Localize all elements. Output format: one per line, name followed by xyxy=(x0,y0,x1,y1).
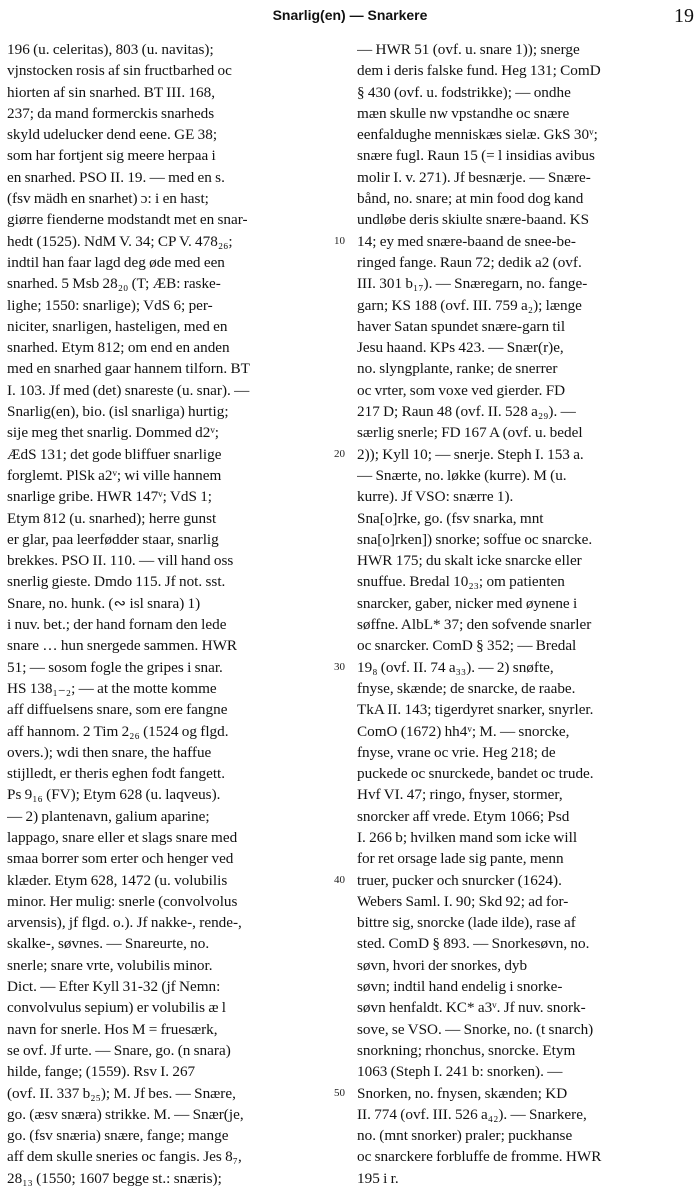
text-line: i nuv. bet.; der hand fornam den lede xyxy=(7,616,227,634)
text-line: søffne. AlbL* 37; den sofvende snarler xyxy=(357,616,592,634)
text-line: snerle; snare vrte, volubilis minor. xyxy=(7,956,213,974)
text-line: snorkning; rhonchus, snorcke. Etym xyxy=(357,1041,576,1059)
text-line: snuffue. Bredal 10₂₃; om patienten xyxy=(357,573,565,591)
text-line: brekkes. PSO II. 110. — vill hand oss xyxy=(7,552,234,570)
text-line: molir I. v. 271). Jf besnærje. — Snære- xyxy=(357,168,591,186)
text-line: snarlige gribe. HWR 147ᵛ; VdS 1; xyxy=(7,488,213,506)
text-line: truer, pucker och snurcker (1624). xyxy=(357,871,562,889)
text-line: se ovf. Jf urte. — Snare, go. (n snara) xyxy=(7,1041,231,1059)
text-line: (fsv mädh en snarhet) ɔ: i en hast; xyxy=(7,190,209,208)
text-line: II. 774 (ovf. III. 526 a₄₂). — Snarkere, xyxy=(357,1105,587,1123)
text-line: garn; KS 188 (ovf. III. 759 a₂); længe xyxy=(357,296,582,314)
text-line: aff diffuelsens snare, som ere fangne xyxy=(7,701,228,719)
text-line: — HWR 51 (ovf. u. snare 1)); snerge xyxy=(357,41,580,58)
text-line: hedt (1525). NdM V. 34; CP V. 478₂₆; xyxy=(7,232,233,250)
text-line: snære fugl. Raun 15 (= l insidias avibus xyxy=(357,147,595,165)
text-line: aff dem skulle sneries oc fangis. Jes 8₇, xyxy=(7,1148,242,1166)
text-line: undløbe deris skiulte snære-baand. KS xyxy=(357,211,590,229)
text-line: søvn, hvori der snorkes, dyb xyxy=(357,956,528,974)
text-line: HWR 175; du skalt icke snarcke eller xyxy=(357,552,582,570)
text-line: oc snarcker. ComD § 352; — Bredal xyxy=(357,637,577,655)
text-line: 19₈ (ovf. II. 74 a₃₃). — 2) snøfte, xyxy=(357,658,554,676)
text-line: for ret orsage lade sig pante, menn xyxy=(357,850,564,868)
page-header xyxy=(0,5,700,31)
text-line: (ovf. II. 337 b₂₅); M. Jf bes. — Snære, xyxy=(7,1084,236,1102)
text-line: sted. ComD § 893. — Snorkesøvn, no. xyxy=(357,935,590,953)
text-line: 237; da mand formerckis snarheds xyxy=(7,104,215,122)
text-line: dem i deris falske fund. Heg 131; ComD xyxy=(357,62,601,80)
text-line: I. 103. Jf med (det) snareste (u. snar). — xyxy=(7,381,250,399)
margin-line-number: 30 xyxy=(334,660,345,673)
margin-line-number: 40 xyxy=(334,873,345,886)
text-line: puckede oc snurckede, bandet oc trude. xyxy=(357,765,594,783)
text-line: sove, se VSO. — Snorke, no. (t snarch) xyxy=(357,1020,594,1038)
text-line: klæder. Etym 628, 1472 (u. volubilis xyxy=(7,871,228,889)
text-line: III. 301 b₁₇). — Snæregarn, no. fange- xyxy=(357,275,588,293)
text-line: snare … hun snergede sammen. HWR xyxy=(7,637,238,655)
text-line: særlig snerle; FD 167 A (ovf. u. bedel xyxy=(357,424,583,442)
page-number: 19 xyxy=(674,5,694,27)
margin-line-number: 10 xyxy=(334,234,345,247)
text-line: 195 i r. xyxy=(357,1169,399,1187)
text-line: go. (fsv snæria) snære, fange; mange xyxy=(7,1127,229,1145)
text-line: 217 D; Raun 48 (ovf. II. 528 a₂₉). — xyxy=(357,403,576,421)
text-line: skyld udelucker dend eene. GE 38; xyxy=(7,126,218,144)
text-line: ComO (1672) hh4ᵛ; M. — snorcke, xyxy=(357,722,570,740)
text-line: 2)); Kyll 10; — snerje. Steph I. 153 a. xyxy=(357,445,584,463)
text-line: Snare, no. hunk. (∾ isl snara) 1) xyxy=(7,594,201,612)
text-line: Snarlig(en), bio. (isl snarliga) hurtig; xyxy=(7,403,229,421)
text-line: lighe; 1550: snarlige); VdS 6; per- xyxy=(7,296,213,314)
text-line: stijlledt, er theris eghen fodt fangett. xyxy=(7,765,226,783)
text-line: I. 266 b; hvilken mand som icke will xyxy=(357,828,578,846)
text-line: som har fortjent sig meere herpaa i xyxy=(7,147,216,165)
text-line: Etym 812 (u. snarhed); herre gunst xyxy=(7,509,217,527)
text-line: kurre). Jf VSO: snærre 1). xyxy=(357,488,514,506)
text-line: 51; — sosom fogle the gripes i snar. xyxy=(7,658,223,676)
text-line: sna[o]rken]) snorke; soffue oc snarcke. xyxy=(357,530,593,548)
text-line: en snarhed. PSO II. 19. — med en s. xyxy=(7,168,225,186)
text-line: snarcker, gaber, nicker med øynene i xyxy=(357,594,578,612)
text-line: fnyse, vrane oc vrie. Heg 218; de xyxy=(357,743,556,761)
text-line: — Snærte, no. løkke (kurre). M (u. xyxy=(357,466,567,484)
text-line: snerlig gieste. Dmdo 115. Jf not. sst. xyxy=(7,573,226,591)
text-line: med en snarhed gaar hannem tilforn. BT xyxy=(7,360,250,378)
text-line: 28₁₃ (1550; 1607 begge st.: snæris); xyxy=(7,1169,222,1187)
text-line: Dict. — Efter Kyll 31-32 (jf Nemn: xyxy=(7,978,221,996)
text-line: niciter, snarligen, hasteligen, med en xyxy=(7,317,228,335)
text-line: Ps 9₁₆ (FV); Etym 628 (u. laqveus). xyxy=(7,786,221,804)
text-line: mæn skulle nw vpstandhe oc snære xyxy=(357,104,570,122)
text-line: 196 (u. celeritas), 803 (u. navitas); xyxy=(7,41,214,58)
text-line: vjnstocken rosis af sin fructbarhed oc xyxy=(7,62,232,80)
running-title: Snarlig(en) — Snarkere xyxy=(272,7,428,23)
text-line: ringed fange. Raun 72; dedik a2 (ovf. xyxy=(357,253,582,271)
text-line: fnyse, skænde; de snarcke, de raabe. xyxy=(357,679,576,697)
text-line: oc snarckere forbluffe de fromme. HWR xyxy=(357,1148,602,1166)
margin-line-number: 20 xyxy=(334,447,345,460)
text-line: HS 138₁₋₂; — at the motte komme xyxy=(7,679,217,697)
text-line: navn for snerle. Hos M = fruesærk, xyxy=(7,1020,218,1038)
text-line: forglemt. PlSk a2ᵛ; wi ville hannem xyxy=(7,466,222,484)
text-line: Hvf VI. 47; ringo, fnyser, stormer, xyxy=(357,786,563,804)
text-line: 1063 (Steph I. 241 b: snorken). — xyxy=(357,1063,563,1081)
text-line: bånd, no. snare; at min food dog kand xyxy=(357,190,584,208)
text-line: minor. Her mulig: snerle (convolvolus xyxy=(7,892,238,910)
text-line: søvn; indtil hand endelig i snorke- xyxy=(357,978,563,996)
text-line: bittre sig, snorcke (lade ilde), rase af xyxy=(357,914,576,932)
text-line: § 430 (ovf. u. fodstrikke); — ondhe xyxy=(357,83,571,101)
text-line: 14; ey med snære-baand de snee-be- xyxy=(357,232,576,250)
text-line: lappago, snare eller et slags snare med xyxy=(7,828,238,846)
text-line: haver Satan spundet snære-garn til xyxy=(357,317,566,335)
text-line: go. (æsv snæra) strikke. M. — Snær(je, xyxy=(7,1105,244,1123)
text-line: søvn henfaldt. KC* a3ᵛ. Jf nuv. snork- xyxy=(357,999,586,1017)
text-line: skalke-, søvnes. — Snareurte, no. xyxy=(7,935,210,953)
text-line: Jesu haand. KPs 423. — Snær(r)e, xyxy=(357,339,564,357)
text-line: hiorten af sin snarhed. BT III. 168, xyxy=(7,83,216,101)
text-line: Sna[o]rke, go. (fsv snarka, mnt xyxy=(357,509,544,527)
text-line: — 2) plantenavn, galium aparine; xyxy=(7,807,210,825)
margin-line-number: 50 xyxy=(334,1086,345,1099)
text-line: snarhed. Etym 812; om end en anden xyxy=(7,339,230,357)
text-line: giørre fienderne modstandt met en snar- xyxy=(7,211,248,229)
text-line: ÆdS 131; det gode bliffuer snarlige xyxy=(7,445,222,463)
text-line: sije meg thet snarlig. Dommed d2ᵛ; xyxy=(7,424,220,442)
text-line: Snorken, no. fnysen, skænden; KD xyxy=(357,1084,568,1102)
right-column xyxy=(357,39,693,1189)
text-line: snarhed. 5 Msb 28₂₀ (T; ÆB: raske- xyxy=(7,275,221,293)
text-line: snorcker aff vrede. Etym 1066; Psd xyxy=(357,807,570,825)
text-line: arvensis), jf flgd. o.). Jf nakke-, rende-, xyxy=(7,914,242,932)
text-line: aff hannom. 2 Tim 2₂₆ (1524 og flgd. xyxy=(7,722,229,740)
text-line: er glar, paa leerfødder staar, snarlig xyxy=(7,530,219,548)
text-line: smaa borrer som erter och henger ved xyxy=(7,850,234,868)
text-line: Webers Saml. I. 90; Skd 92; ad for- xyxy=(357,892,569,910)
text-line: indtil han faar lagd deg øde med een xyxy=(7,253,225,271)
left-column xyxy=(7,39,331,1189)
text-line: no. (mnt snorker) praler; puckhanse xyxy=(357,1127,573,1145)
text-line: no. slyngplante, ranke; de snerrer xyxy=(357,360,558,378)
text-line: eenfaldughe menniskæs sielæ. GkS 30ᵛ; xyxy=(357,126,598,144)
text-line: overs.); wdi then snare, the haffue xyxy=(7,743,212,761)
text-line: hilde, fange; (1559). Rsv I. 267 xyxy=(7,1063,196,1081)
text-line: convolvulus sepium) er volubilis æ l xyxy=(7,999,226,1017)
text-line: oc vrter, som voxe ved gierder. FD xyxy=(357,381,566,399)
text-line: TkA II. 143; tigerdyret snarker, snyrler. xyxy=(357,701,594,719)
